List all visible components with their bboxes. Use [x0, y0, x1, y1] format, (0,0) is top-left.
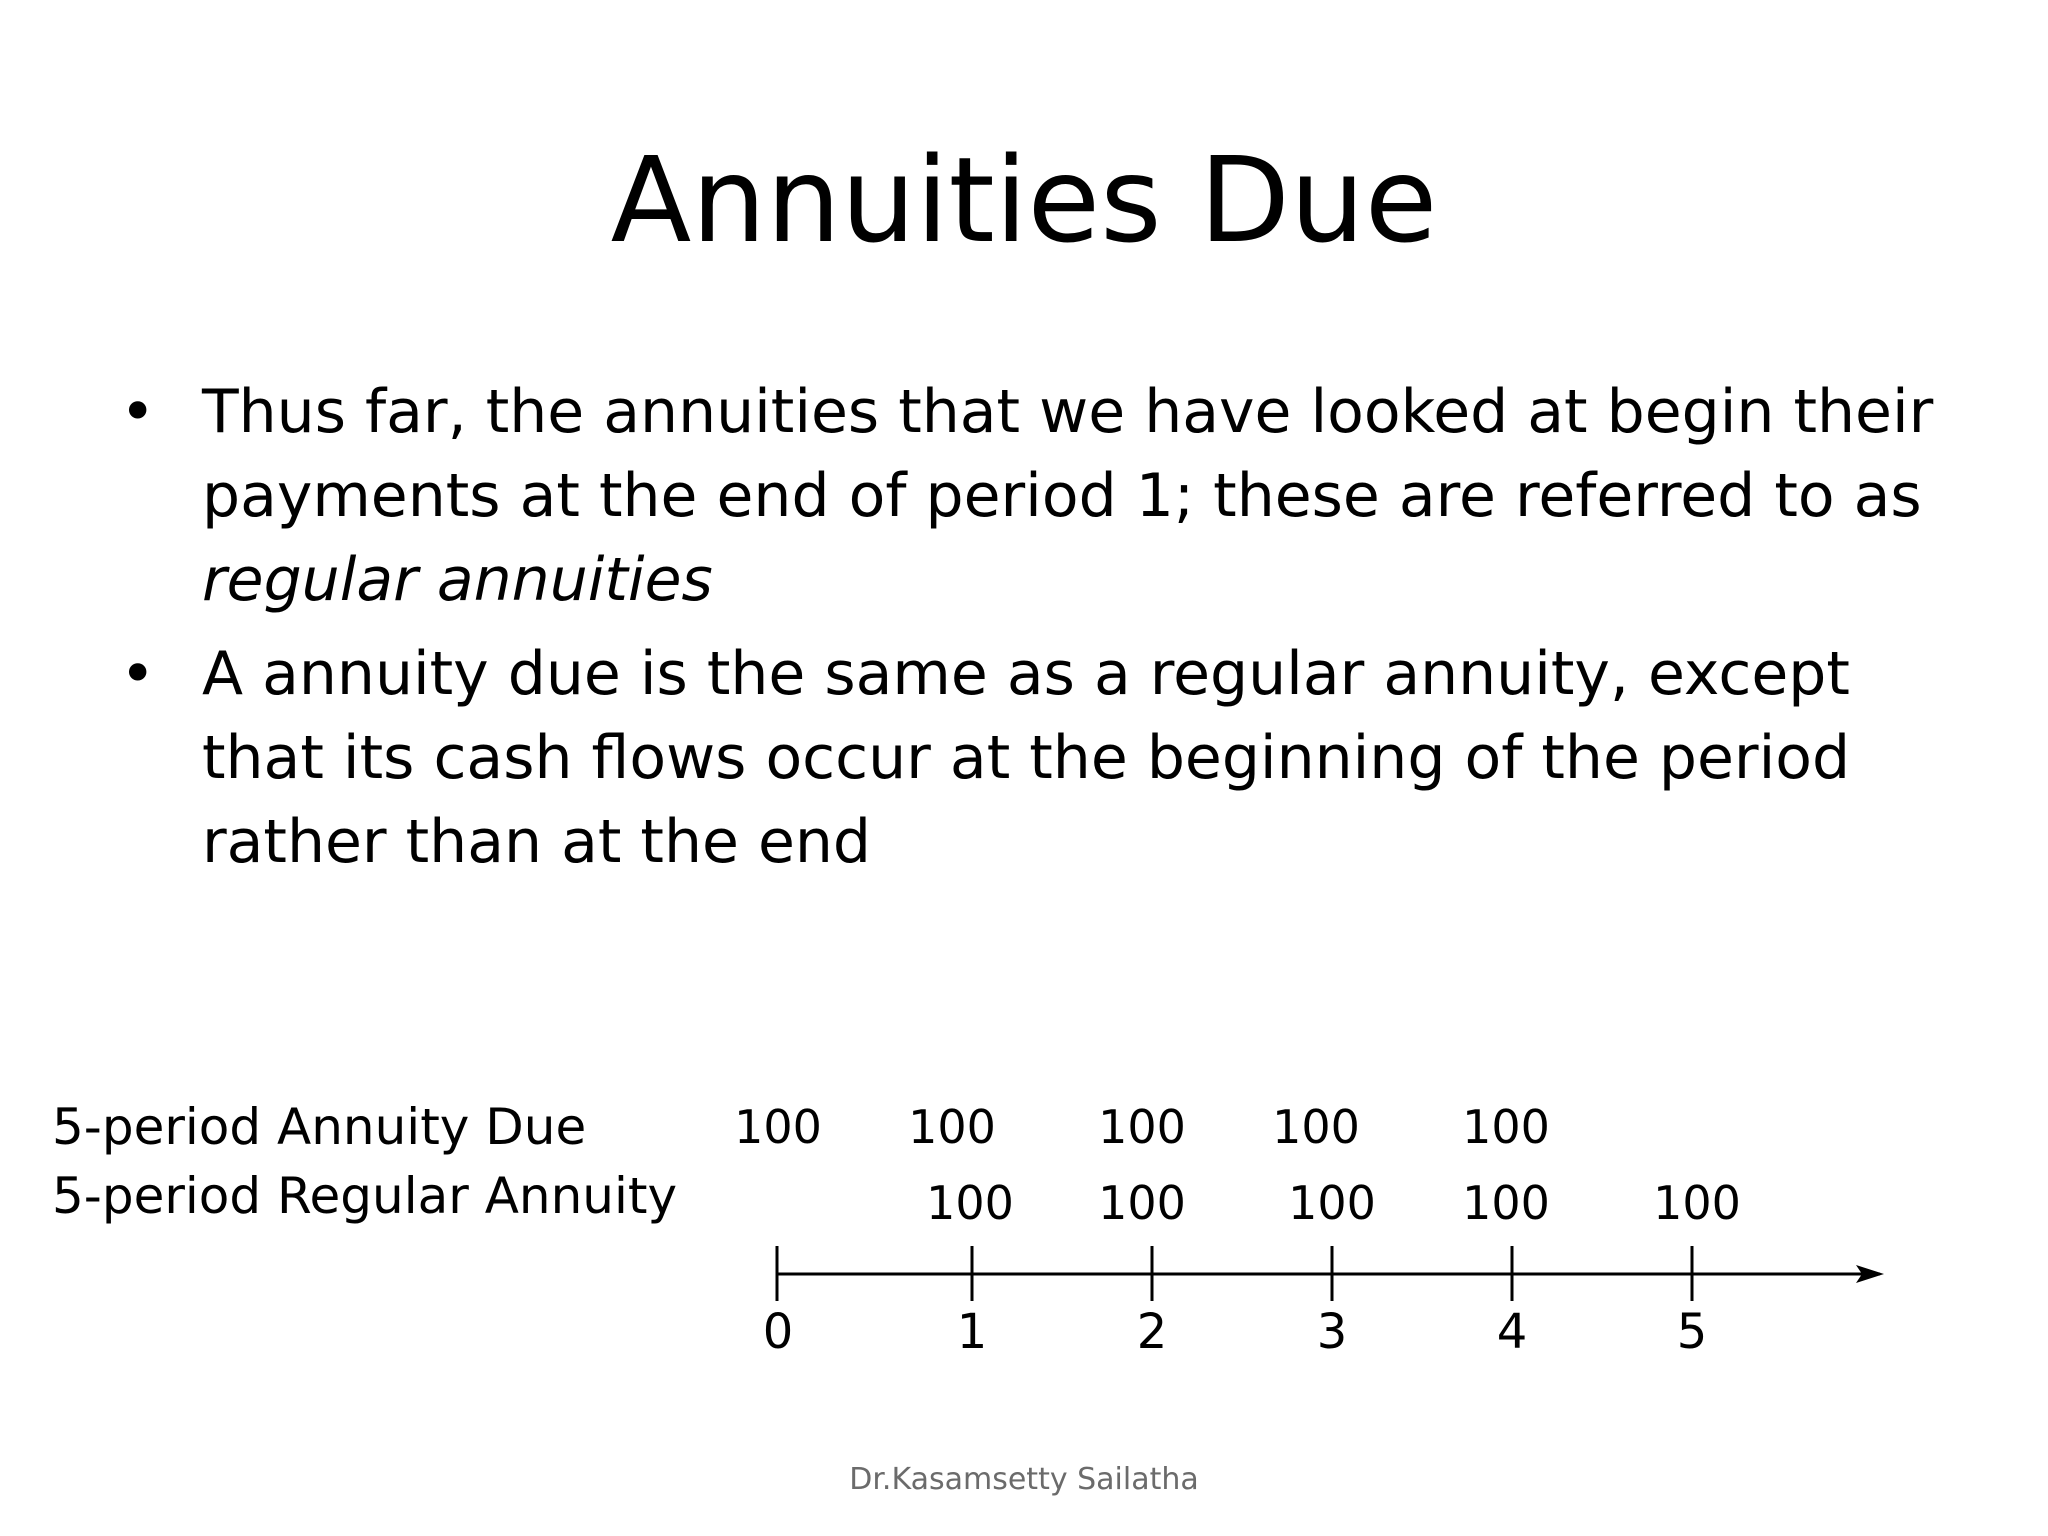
annuity-due-label: 5-period Annuity Due	[52, 1098, 587, 1156]
period-label: 1	[956, 1304, 988, 1360]
annuity-due-payment: 100	[1098, 1100, 1186, 1154]
bullet-body: A annuity due is the same as a regular annuity, except that its cash flows occur at the beginning of the period rather than at the end	[202, 639, 1851, 877]
period-label: 2	[1136, 1304, 1168, 1360]
period-label: 5	[1676, 1304, 1708, 1360]
period-label: 4	[1496, 1304, 1528, 1360]
slide-title: Annuities Due	[610, 131, 1438, 269]
bullet-dot-icon: •	[120, 639, 156, 709]
period-label: 3	[1316, 1304, 1348, 1360]
regular-annuity-label: 5-period Regular Annuity	[52, 1167, 678, 1225]
footer-author: Dr.Kasamsetty Sailatha	[849, 1462, 1199, 1497]
regular-annuity-payment: 100	[1098, 1176, 1186, 1230]
regular-annuity-payment: 100	[1462, 1176, 1550, 1230]
annuity-due-payment: 100	[734, 1100, 822, 1154]
bullet-dot-icon: •	[120, 377, 156, 447]
bullet-emphasis: regular annuities	[202, 545, 713, 615]
regular-annuity-payment: 100	[926, 1176, 1014, 1230]
annuity-due-payment: 100	[1462, 1100, 1550, 1154]
regular-annuity-payment: 100	[1288, 1176, 1376, 1230]
period-label: 0	[762, 1304, 794, 1360]
annuity-due-payment: 100	[1272, 1100, 1360, 1154]
bullet-body: Thus far, the annuities that we have looked at begin their payments at the end of period 1; these are referred to as	[202, 377, 1934, 531]
regular-annuity-payment: 100	[1653, 1176, 1741, 1230]
annuity-due-payment: 100	[908, 1100, 996, 1154]
